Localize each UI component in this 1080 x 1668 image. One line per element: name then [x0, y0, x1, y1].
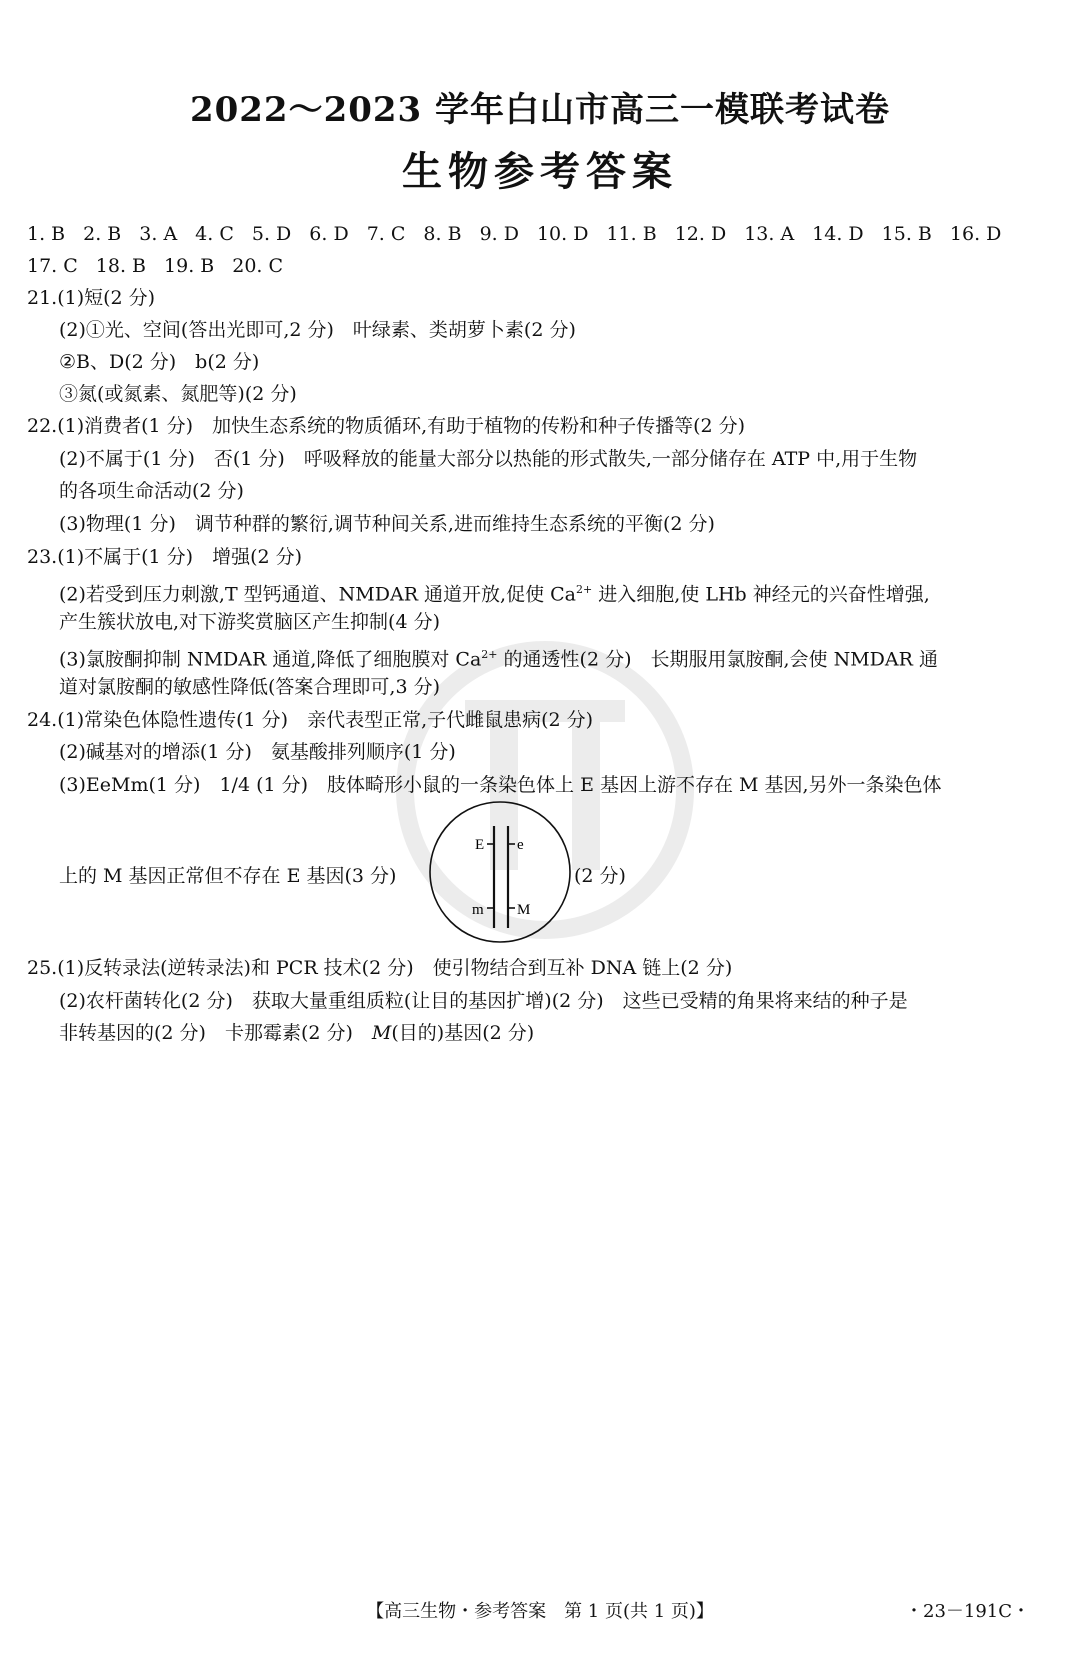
mc-answer: 10. D [536, 223, 589, 245]
mc-answer: 5. D [251, 223, 292, 245]
cell-circle [430, 802, 570, 942]
q21-line-3: ②B、D(2 分) b(2 分) [59, 351, 260, 373]
mc-answer: 11. B [606, 223, 657, 245]
q23-line-4-b: 的通透性(2 分) 长期服用氯胺酮,会使 NMDAR 通 [497, 648, 938, 671]
mc-answer: 4. C [195, 223, 234, 245]
mc-answer: 12. D [674, 223, 727, 245]
mc-answers-row-2 [27, 254, 301, 278]
mc-answer: 13. A [744, 223, 795, 245]
q23-line-1: 23.(1)不属于(1 分) 增强(2 分) [27, 546, 303, 568]
mc-answer: 6. D [309, 223, 349, 245]
mc-answer: 7. C [366, 223, 406, 245]
q23-line-4-sup: 2+ [481, 648, 498, 661]
q23-line-3: 产生簇状放电,对下游奖赏脑区产生抑制(4 分) [59, 611, 440, 633]
mc-answer: 9. D [479, 223, 519, 245]
q25-line-3-b: (目的)基因(2 分) [391, 1022, 535, 1044]
q25-line-3-a: 非转基因的(2 分) 卡那霉素(2 分) [59, 1022, 372, 1044]
q24-line-4: 上的 M 基因正常但不存在 E 基因(3 分) [59, 865, 397, 887]
q25-line-3 [59, 1021, 534, 1045]
mc-answer: 3. A [139, 223, 178, 245]
gene-label-e: e [517, 837, 524, 853]
q24-line-3: (3)EeMm(1 分) 1/4 (1 分) 肢体畸形小鼠的一条染色体上 E 基因上游不存在 M 基因,另外一条染色体 [59, 774, 942, 796]
q23-line-2-b: 进入细胞,使 LHb 神经元的兴奋性增强, [592, 583, 930, 606]
mc-answer: 14. D [812, 223, 864, 245]
q24-line-2: (2)碱基对的增添(1 分) 氨基酸排列顺序(1 分) [59, 741, 456, 763]
mc-answer: 15. B [881, 223, 932, 245]
gene-label-E: E [475, 837, 485, 853]
footer-code: ・23－191C・ [905, 1601, 1031, 1622]
mc-answer: 20. C [232, 255, 284, 277]
diagram-score: (2 分) [574, 865, 626, 887]
q21-line-1: 21.(1)短(2 分) [27, 287, 156, 309]
mc-answer: 1. B [27, 223, 66, 245]
mc-answer: 17. C [27, 255, 78, 277]
gene-label-m: m [472, 902, 484, 918]
gene-label-M: M [517, 902, 531, 918]
q24-line-1: 24.(1)常染色体隐性遗传(1 分) 亲代表型正常,子代雌鼠患病(2 分) [27, 709, 594, 731]
footer-page-info: 【高三生物・参考答案 第 1 页(共 1 页)】 [366, 1601, 714, 1622]
q25-line-1: 25.(1)反转录法(逆转录法)和 PCR 技术(2 分) 使引物结合到互补 DNA 链上(2 分) [27, 957, 733, 979]
mc-answer: 19. B [164, 255, 215, 277]
q21-line-2: (2)①光、空间(答出光即可,2 分) 叶绿素、类胡萝卜素(2 分) [59, 319, 576, 341]
mc-answer: 18. B [95, 255, 147, 277]
document-subtitle: 生物参考答案 [402, 148, 678, 195]
q22-line-4: (3)物理(1 分) 调节种群的繁衍,调节种间关系,进而维持生态系统的平衡(2 分) [59, 513, 715, 535]
q23-line-4 [59, 643, 938, 671]
q25-line-3-italic: M [371, 1022, 392, 1044]
q23-line-2 [59, 578, 930, 606]
q23-line-2-sup: 2+ [576, 583, 593, 596]
chromosome-diagram [428, 800, 572, 944]
mc-answer: 16. D [949, 223, 1002, 245]
q22-line-3: 的各项生命活动(2 分) [59, 480, 244, 502]
document-title: 2022～2023 学年白山市高三一模联考试卷 [189, 90, 891, 130]
q23-line-2-a: (2)若受到压力刺激,T 型钙通道、NMDAR 通道开放,促使 Ca [59, 583, 576, 606]
q25-line-2: (2)农杆菌转化(2 分) 获取大量重组质粒(让目的基因扩增)(2 分) 这些已受精的角果将来结的种子是 [59, 990, 908, 1012]
q22-line-2: (2)不属于(1 分) 否(1 分) 呼吸释放的能量大部分以热能的形式散失,一部分储存在 ATP 中,用于生物 [59, 448, 918, 470]
q21-line-4: ③氮(或氮素、氮肥等)(2 分) [59, 383, 297, 405]
q22-line-1: 22.(1)消费者(1 分) 加快生态系统的物质循环,有助于植物的传粉和种子传播等(2 分) [27, 415, 746, 437]
mc-answers-row-1 [27, 222, 1019, 246]
q23-line-5: 道对氯胺酮的敏感性降低(答案合理即可,3 分) [59, 676, 440, 698]
mc-answer: 8. B [423, 223, 462, 245]
q23-line-4-a: (3)氯胺酮抑制 NMDAR 通道,降低了细胞膜对 Ca [59, 648, 482, 671]
mc-answer: 2. B [83, 223, 122, 245]
